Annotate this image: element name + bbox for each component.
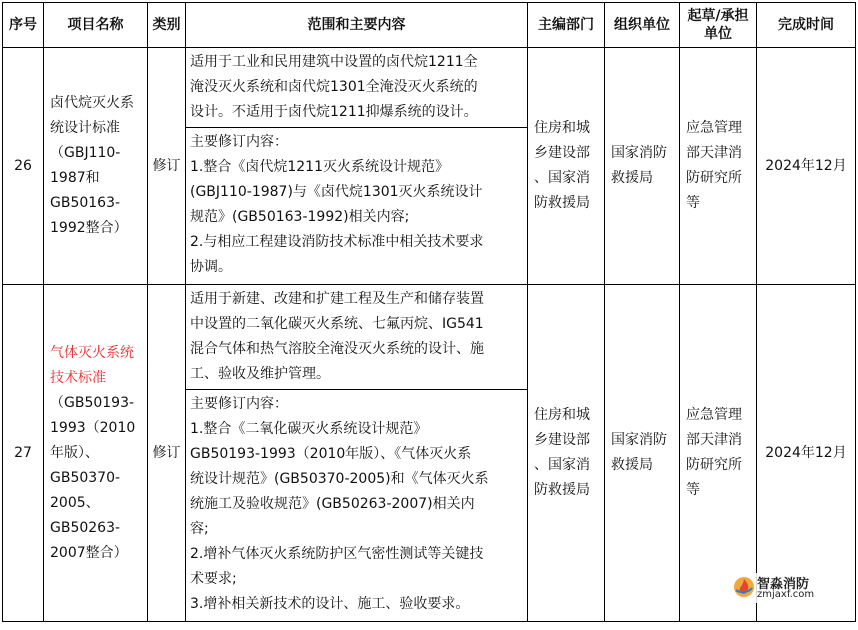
scope-cell: [186, 285, 528, 622]
category: 修订: [148, 285, 186, 622]
project-name-line: （GB50193-: [50, 394, 135, 411]
table-row: [3, 48, 856, 285]
project-name-line: 2005、: [50, 494, 100, 511]
revision-line: 1.整合《二氧化碳灭火系统设计规范》: [190, 421, 428, 437]
revision-line: GB50193-1993（2010年版）、《气体灭火系: [190, 446, 472, 462]
scope-description: [186, 48, 527, 128]
row-number: 27: [3, 285, 44, 622]
department-line: 住房和城: [534, 120, 590, 136]
project-name-line: 1993（2010: [50, 419, 136, 436]
drafter-line: 部天津消: [686, 145, 742, 161]
header-drafter-line1: 起草/承担: [687, 8, 749, 24]
revision-content: [186, 390, 527, 621]
department-line: 、国家消: [534, 457, 590, 473]
chief-department: [528, 285, 605, 622]
header-drafter: [680, 3, 757, 48]
drafter-line: 部天津消: [686, 432, 742, 448]
watermark-url: zmjaxf.com: [757, 589, 815, 600]
department-line: 乡建设部: [534, 145, 590, 161]
project-name-line: 1992整合）: [50, 220, 128, 236]
project-name-line: GB50370-: [50, 469, 121, 486]
watermark-logo: [733, 573, 829, 603]
organizing-unit: [605, 48, 680, 285]
project-name-line: GB50263-: [50, 519, 121, 536]
watermark-title: 智淼消防: [757, 577, 810, 592]
drafter-line: 应急管理: [686, 120, 742, 136]
revision-line: 主要修订内容：: [190, 396, 288, 412]
revision-line: (GBJ110-1987)与《卤代烷1301灭火系统设计: [190, 184, 483, 200]
department-line: 乡建设部: [534, 432, 590, 448]
revision-line: 2.与相应工程建设消防技术标准中相关技术要求: [190, 234, 484, 250]
organizer-line: 国家消防: [611, 432, 667, 448]
organizing-unit: [605, 285, 680, 622]
drafter-line: 等: [686, 195, 700, 211]
header-type: 类别: [148, 3, 186, 48]
scope-line: 设计。不适用于卤代烷1211抑爆系统的设计。: [190, 104, 478, 120]
project-name-highlight: 气体灭火系统: [50, 344, 134, 361]
drafting-unit: [680, 48, 757, 285]
project-name-line: GB50163-: [50, 195, 121, 211]
revision-line: 3.增补相关新技术的设计、施工、验收要求。: [190, 596, 470, 612]
scope-line: 适用于工业和民用建筑中设置的卤代烷1211全: [190, 54, 478, 70]
drafter-line: 等: [686, 482, 700, 498]
organizer-line: 救援局: [611, 170, 653, 186]
header-drafter-line2: 单位: [704, 26, 732, 42]
revision-line: 1.整合《卤代烷1211灭火系统设计规范》: [190, 159, 449, 175]
department-line: 、国家消: [534, 170, 590, 186]
revision-line: 统施工及验收规范》(GB50263-2007)相关内: [190, 496, 475, 512]
revision-line: 统设计规范》(GB50370-2005)和《气体灭火系: [190, 471, 489, 487]
revision-content: [186, 128, 527, 284]
standards-table: [2, 2, 856, 622]
chief-department: [528, 48, 605, 285]
header-row: [3, 3, 856, 48]
revision-line: 容;: [190, 521, 209, 537]
completion-time: 2024年12月: [757, 48, 856, 285]
header-no: 序号: [3, 3, 44, 48]
revision-line: 规范》(GB50163-1992)相关内容;: [190, 209, 410, 225]
drafting-unit: [680, 285, 757, 622]
flame-logo-icon: [733, 576, 755, 598]
organizer-line: 救援局: [611, 457, 653, 473]
organizer-line: 国家消防: [611, 145, 667, 161]
project-name-line: 统设计标准: [50, 120, 120, 136]
header-dept: 主编部门: [528, 3, 605, 48]
scope-line: 混合气体和热气溶胶全淹没灭火系统的设计、施: [190, 341, 484, 357]
row-number: 26: [3, 48, 44, 285]
scope-line: 淹没灭火系统和卤代烷1301全淹没灭火系统的: [190, 79, 478, 95]
revision-line: 术要求;: [190, 571, 237, 587]
scope-description: [186, 285, 527, 390]
scope-cell: [186, 48, 528, 285]
header-org: 组织单位: [605, 3, 680, 48]
drafter-line: 防研究所: [686, 170, 742, 186]
header-name: 项目名称: [44, 3, 148, 48]
revision-line: 2.增补气体灭火系统防护区气密性测试等关键技: [190, 546, 484, 562]
department-line: 防救援局: [534, 195, 590, 211]
project-name-line: 年版）、: [50, 444, 99, 461]
completion-time: 2024年12月: [757, 285, 856, 622]
project-name: [44, 48, 148, 285]
department-line: 住房和城: [534, 407, 590, 423]
scope-line: 适用于新建、改建和扩建工程及生产和储存装置: [190, 291, 484, 307]
project-name-line: 2007整合）: [50, 544, 128, 561]
project-name-line: 1987和: [50, 170, 100, 186]
project-name-line: （GBJ110-: [50, 145, 121, 161]
project-name: [44, 285, 148, 622]
drafter-line: 防研究所: [686, 457, 742, 473]
scope-line: 工、验收及维护管理。: [190, 366, 330, 382]
scope-line: 中设置的二氧化碳灭火系统、七氟丙烷、IG541: [190, 316, 484, 332]
drafter-line: 应急管理: [686, 407, 742, 423]
department-line: 防救援局: [534, 482, 590, 498]
header-time: 完成时间: [757, 3, 856, 48]
revision-line: 主要修订内容：: [190, 134, 288, 150]
revision-line: 协调。: [190, 259, 232, 275]
category: 修订: [148, 48, 186, 285]
header-scope: 范围和主要内容: [186, 3, 528, 48]
table-row: [3, 285, 856, 622]
project-name-line: 卤代烷灭火系: [50, 95, 134, 111]
project-name-highlight: 技术标准: [50, 369, 106, 386]
